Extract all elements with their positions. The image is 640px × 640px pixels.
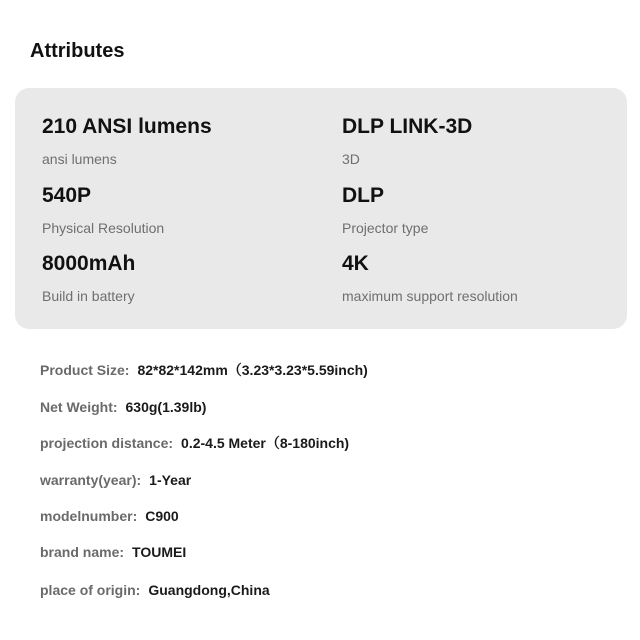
attribute-label: 3D — [342, 151, 360, 167]
attribute-max-resolution — [342, 251, 622, 305]
spec-key: Net Weight: — [40, 399, 118, 415]
attribute-label: ansi lumens — [42, 151, 117, 167]
spec-key: place of origin: — [40, 582, 141, 598]
spec-row-model-number — [40, 507, 179, 525]
spec-row-net-weight — [40, 398, 206, 416]
attribute-value: 4K — [342, 252, 369, 275]
spec-row-place-of-origin — [40, 581, 270, 599]
spec-value: 0.2-4.5 Meter（8-180inch) — [181, 435, 350, 451]
spec-key: Product Size: — [40, 362, 130, 378]
spec-value: 1-Year — [149, 472, 192, 488]
spec-value: 630g(1.39lb) — [125, 399, 207, 415]
spec-key: modelnumber: — [40, 508, 138, 524]
spec-key: brand name: — [40, 544, 125, 560]
attribute-value: DLP LINK-3D — [342, 115, 473, 138]
attribute-value: 540P — [42, 184, 92, 207]
attribute-label: Projector type — [342, 220, 429, 236]
attribute-value: 210 ANSI lumens — [42, 115, 212, 138]
spec-value: 82*82*142mm（3.23*3.23*5.59inch) — [137, 362, 368, 378]
attribute-label: maximum support resolution — [342, 288, 518, 304]
attribute-projector-type — [342, 183, 622, 237]
attribute-brightness — [42, 114, 322, 168]
attributes-card — [15, 88, 627, 329]
spec-key: warranty(year): — [40, 472, 142, 488]
spec-row-projection-distance — [40, 434, 349, 452]
spec-key: projection distance: — [40, 435, 174, 451]
attribute-resolution — [42, 183, 322, 237]
attribute-value: DLP — [342, 184, 384, 207]
attribute-label: Physical Resolution — [42, 220, 165, 236]
attribute-3d — [342, 114, 622, 168]
attribute-label: Build in battery — [42, 288, 135, 304]
attribute-value: 8000mAh — [42, 252, 136, 275]
spec-value: C900 — [145, 508, 179, 524]
page-title: Attributes — [30, 40, 125, 62]
spec-row-product-size — [40, 361, 368, 379]
spec-row-brand-name — [40, 543, 186, 561]
spec-value: TOUMEI — [132, 544, 187, 560]
attribute-battery — [42, 251, 322, 305]
spec-row-warranty — [40, 471, 191, 489]
spec-value: Guangdong,China — [148, 582, 270, 598]
